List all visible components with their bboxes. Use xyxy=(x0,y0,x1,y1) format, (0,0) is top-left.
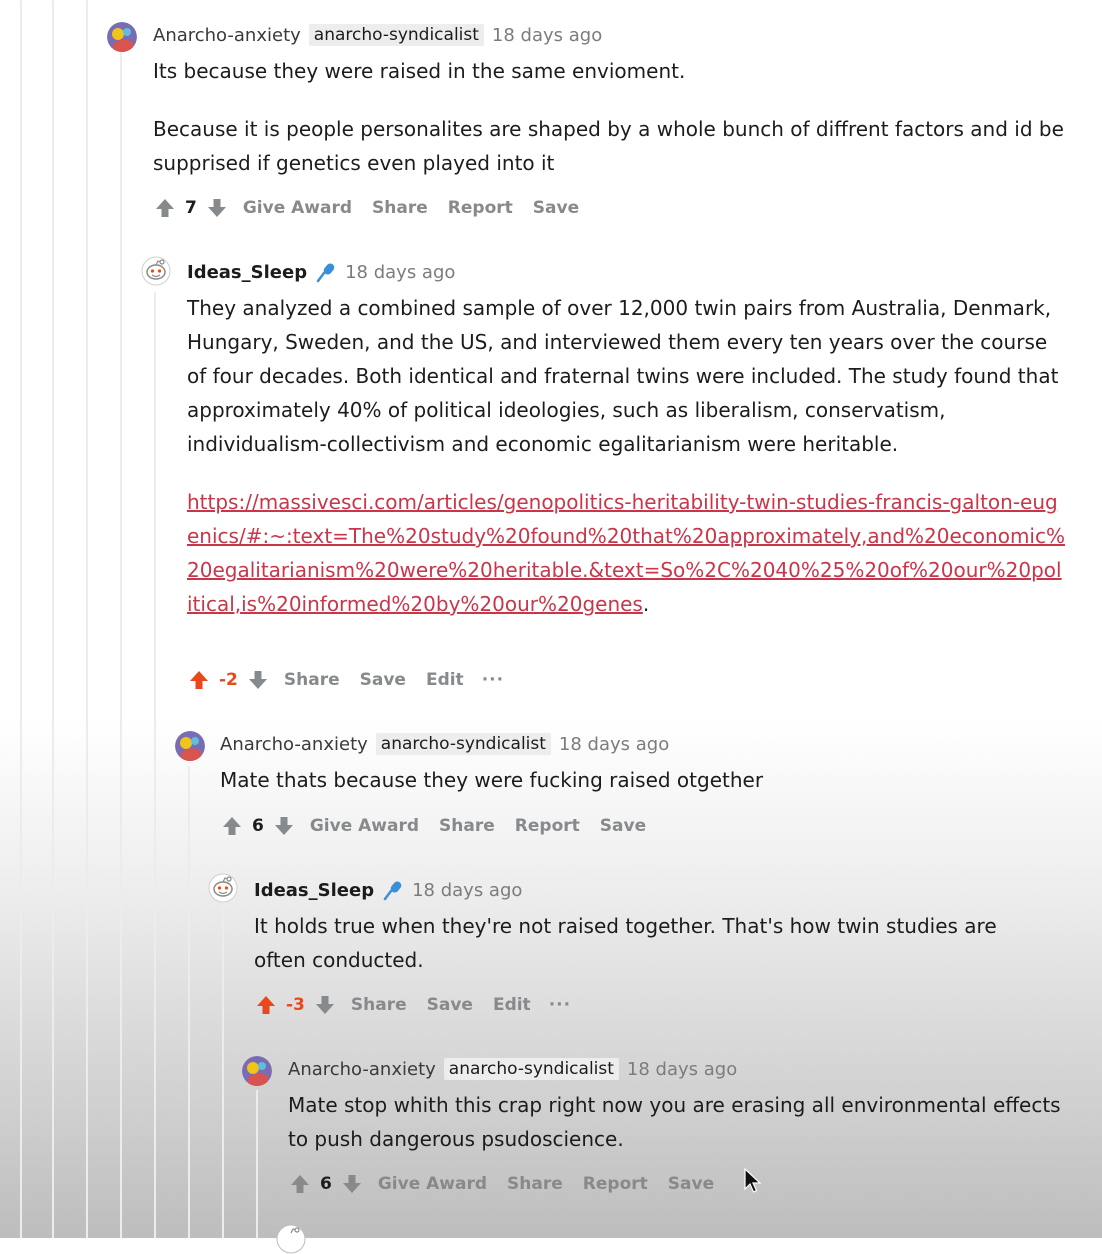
comment-actions xyxy=(187,665,504,695)
give-award-button[interactable]: Give Award xyxy=(242,198,353,218)
share-button[interactable]: Share xyxy=(439,816,495,836)
comment-timestamp[interactable]: 18 days ago xyxy=(412,879,523,901)
vote-score: 7 xyxy=(185,198,197,218)
comment-timestamp[interactable]: 18 days ago xyxy=(491,24,603,46)
comment-author[interactable]: Ideas_Sleep xyxy=(254,879,375,901)
upvote-icon[interactable] xyxy=(220,814,244,838)
comment-actions xyxy=(220,811,646,841)
upvote-icon[interactable] xyxy=(254,993,278,1017)
thread-line[interactable] xyxy=(120,52,122,1238)
share-button[interactable]: Share xyxy=(283,670,340,690)
share-button[interactable]: Share xyxy=(507,1174,563,1194)
comment-author[interactable]: Anarcho-anxiety xyxy=(220,733,368,755)
save-button[interactable]: Save xyxy=(532,198,580,218)
user-avatar[interactable] xyxy=(208,873,238,903)
more-options-button[interactable]: ··· xyxy=(481,670,505,690)
comment-paragraph: Its because they were raised in the same envioment. xyxy=(153,59,686,83)
comment-author[interactable]: Ideas_Sleep xyxy=(187,261,308,283)
article-link[interactable]: https://massivesci.com/articles/genopolitics-heritability-twin-studies-francis-galton-eugenics/#:~:text=The%20study%20found%20that%20approximately,and%20economic%20egalitarianism%20were%20heritable.&text=So%2C%2040%25%20of%20our%20political,is%20informed%20by%20our%20genes xyxy=(187,490,1065,616)
share-button[interactable]: Share xyxy=(350,995,407,1015)
share-button[interactable]: Share xyxy=(372,198,428,218)
edit-button[interactable]: Edit xyxy=(492,995,531,1015)
upvote-icon[interactable] xyxy=(187,668,211,692)
comment-timestamp[interactable]: 18 days ago xyxy=(558,733,670,755)
edit-button[interactable]: Edit xyxy=(425,670,464,690)
thread-line[interactable] xyxy=(222,908,224,1238)
vote-score: 6 xyxy=(320,1174,332,1194)
downvote-icon[interactable] xyxy=(340,1172,364,1196)
comment-timestamp[interactable]: 18 days ago xyxy=(626,1058,738,1080)
downvote-icon[interactable] xyxy=(272,814,296,838)
comment-author[interactable]: Anarcho-anxiety xyxy=(153,24,301,46)
comment-body xyxy=(220,763,1070,797)
comment-body xyxy=(254,909,1054,977)
thread-line[interactable] xyxy=(256,1090,258,1238)
comment-paragraph: Because it is people personalites are shaped by a whole bunch of diffrent factors and id be supprised if genetics even played into it xyxy=(153,117,1064,175)
comment-link-paragraph xyxy=(187,485,1067,621)
thread-line[interactable] xyxy=(52,0,54,1238)
comment-paragraph: Mate thats because they were fucking raised otgether xyxy=(220,768,764,792)
save-button[interactable]: Save xyxy=(359,670,406,690)
downvote-icon[interactable] xyxy=(313,993,337,1017)
report-button[interactable]: Report xyxy=(514,816,580,836)
user-avatar[interactable] xyxy=(242,1056,272,1086)
more-options-button[interactable]: ··· xyxy=(548,995,572,1015)
comment-paragraph: Mate stop whith this crap right now you are erasing all environmental effects to push dangerous psudoscience. xyxy=(288,1093,1061,1151)
microphone-icon xyxy=(315,261,337,283)
downvote-icon[interactable] xyxy=(205,196,229,220)
comment-author[interactable]: Anarcho-anxiety xyxy=(288,1058,436,1080)
comment-actions xyxy=(153,193,579,223)
report-button[interactable]: Report xyxy=(447,198,513,218)
mouse-cursor-icon xyxy=(744,1168,762,1198)
comment-body xyxy=(153,54,1073,180)
thread-line[interactable] xyxy=(86,0,88,1238)
give-award-button[interactable]: Give Award xyxy=(309,816,420,836)
user-avatar[interactable] xyxy=(141,256,171,286)
user-avatar[interactable] xyxy=(107,22,137,52)
vote-score: -2 xyxy=(219,670,238,690)
downvote-icon[interactable] xyxy=(246,668,270,692)
comment-timestamp[interactable]: 18 days ago xyxy=(345,261,456,283)
upvote-icon[interactable] xyxy=(153,196,177,220)
link-suffix: . xyxy=(642,592,650,616)
save-button[interactable]: Save xyxy=(667,1174,715,1194)
vote-score: -3 xyxy=(286,995,305,1015)
save-button[interactable]: Save xyxy=(599,816,647,836)
save-button[interactable]: Save xyxy=(426,995,473,1015)
comment-paragraph: They analyzed a combined sample of over 12,000 twin pairs from Australia, Denmark, Hungary, Sweden, and the US, and interviewed them every ten years over the course of four decades. Both identical and fraternal twins were included. The study found that approximately 40% of political ideologies, such as liberalism, conservatism, individualism-collectivism and economic egalitarianism were heritable. xyxy=(187,296,1059,456)
comment-body xyxy=(187,291,1067,621)
upvote-icon[interactable] xyxy=(288,1172,312,1196)
thread-line[interactable] xyxy=(188,766,190,1238)
comment-paragraph: It holds true when they're not raised together. That's how twin studies are often conducted. xyxy=(254,914,997,972)
give-award-button[interactable]: Give Award xyxy=(377,1174,488,1194)
vote-score: 6 xyxy=(252,816,264,836)
user-flair: anarcho-syndicalist xyxy=(444,1058,619,1080)
comment-actions xyxy=(254,990,571,1020)
report-button[interactable]: Report xyxy=(582,1174,648,1194)
thread-line[interactable] xyxy=(154,292,156,1238)
comment-body xyxy=(288,1088,1068,1156)
user-avatar[interactable] xyxy=(276,1224,306,1254)
user-flair: anarcho-syndicalist xyxy=(309,24,484,46)
thread-line[interactable] xyxy=(20,0,22,1238)
user-avatar[interactable] xyxy=(175,731,205,761)
user-flair: anarcho-syndicalist xyxy=(376,733,551,755)
microphone-icon xyxy=(382,879,404,901)
comment-actions xyxy=(288,1169,714,1199)
